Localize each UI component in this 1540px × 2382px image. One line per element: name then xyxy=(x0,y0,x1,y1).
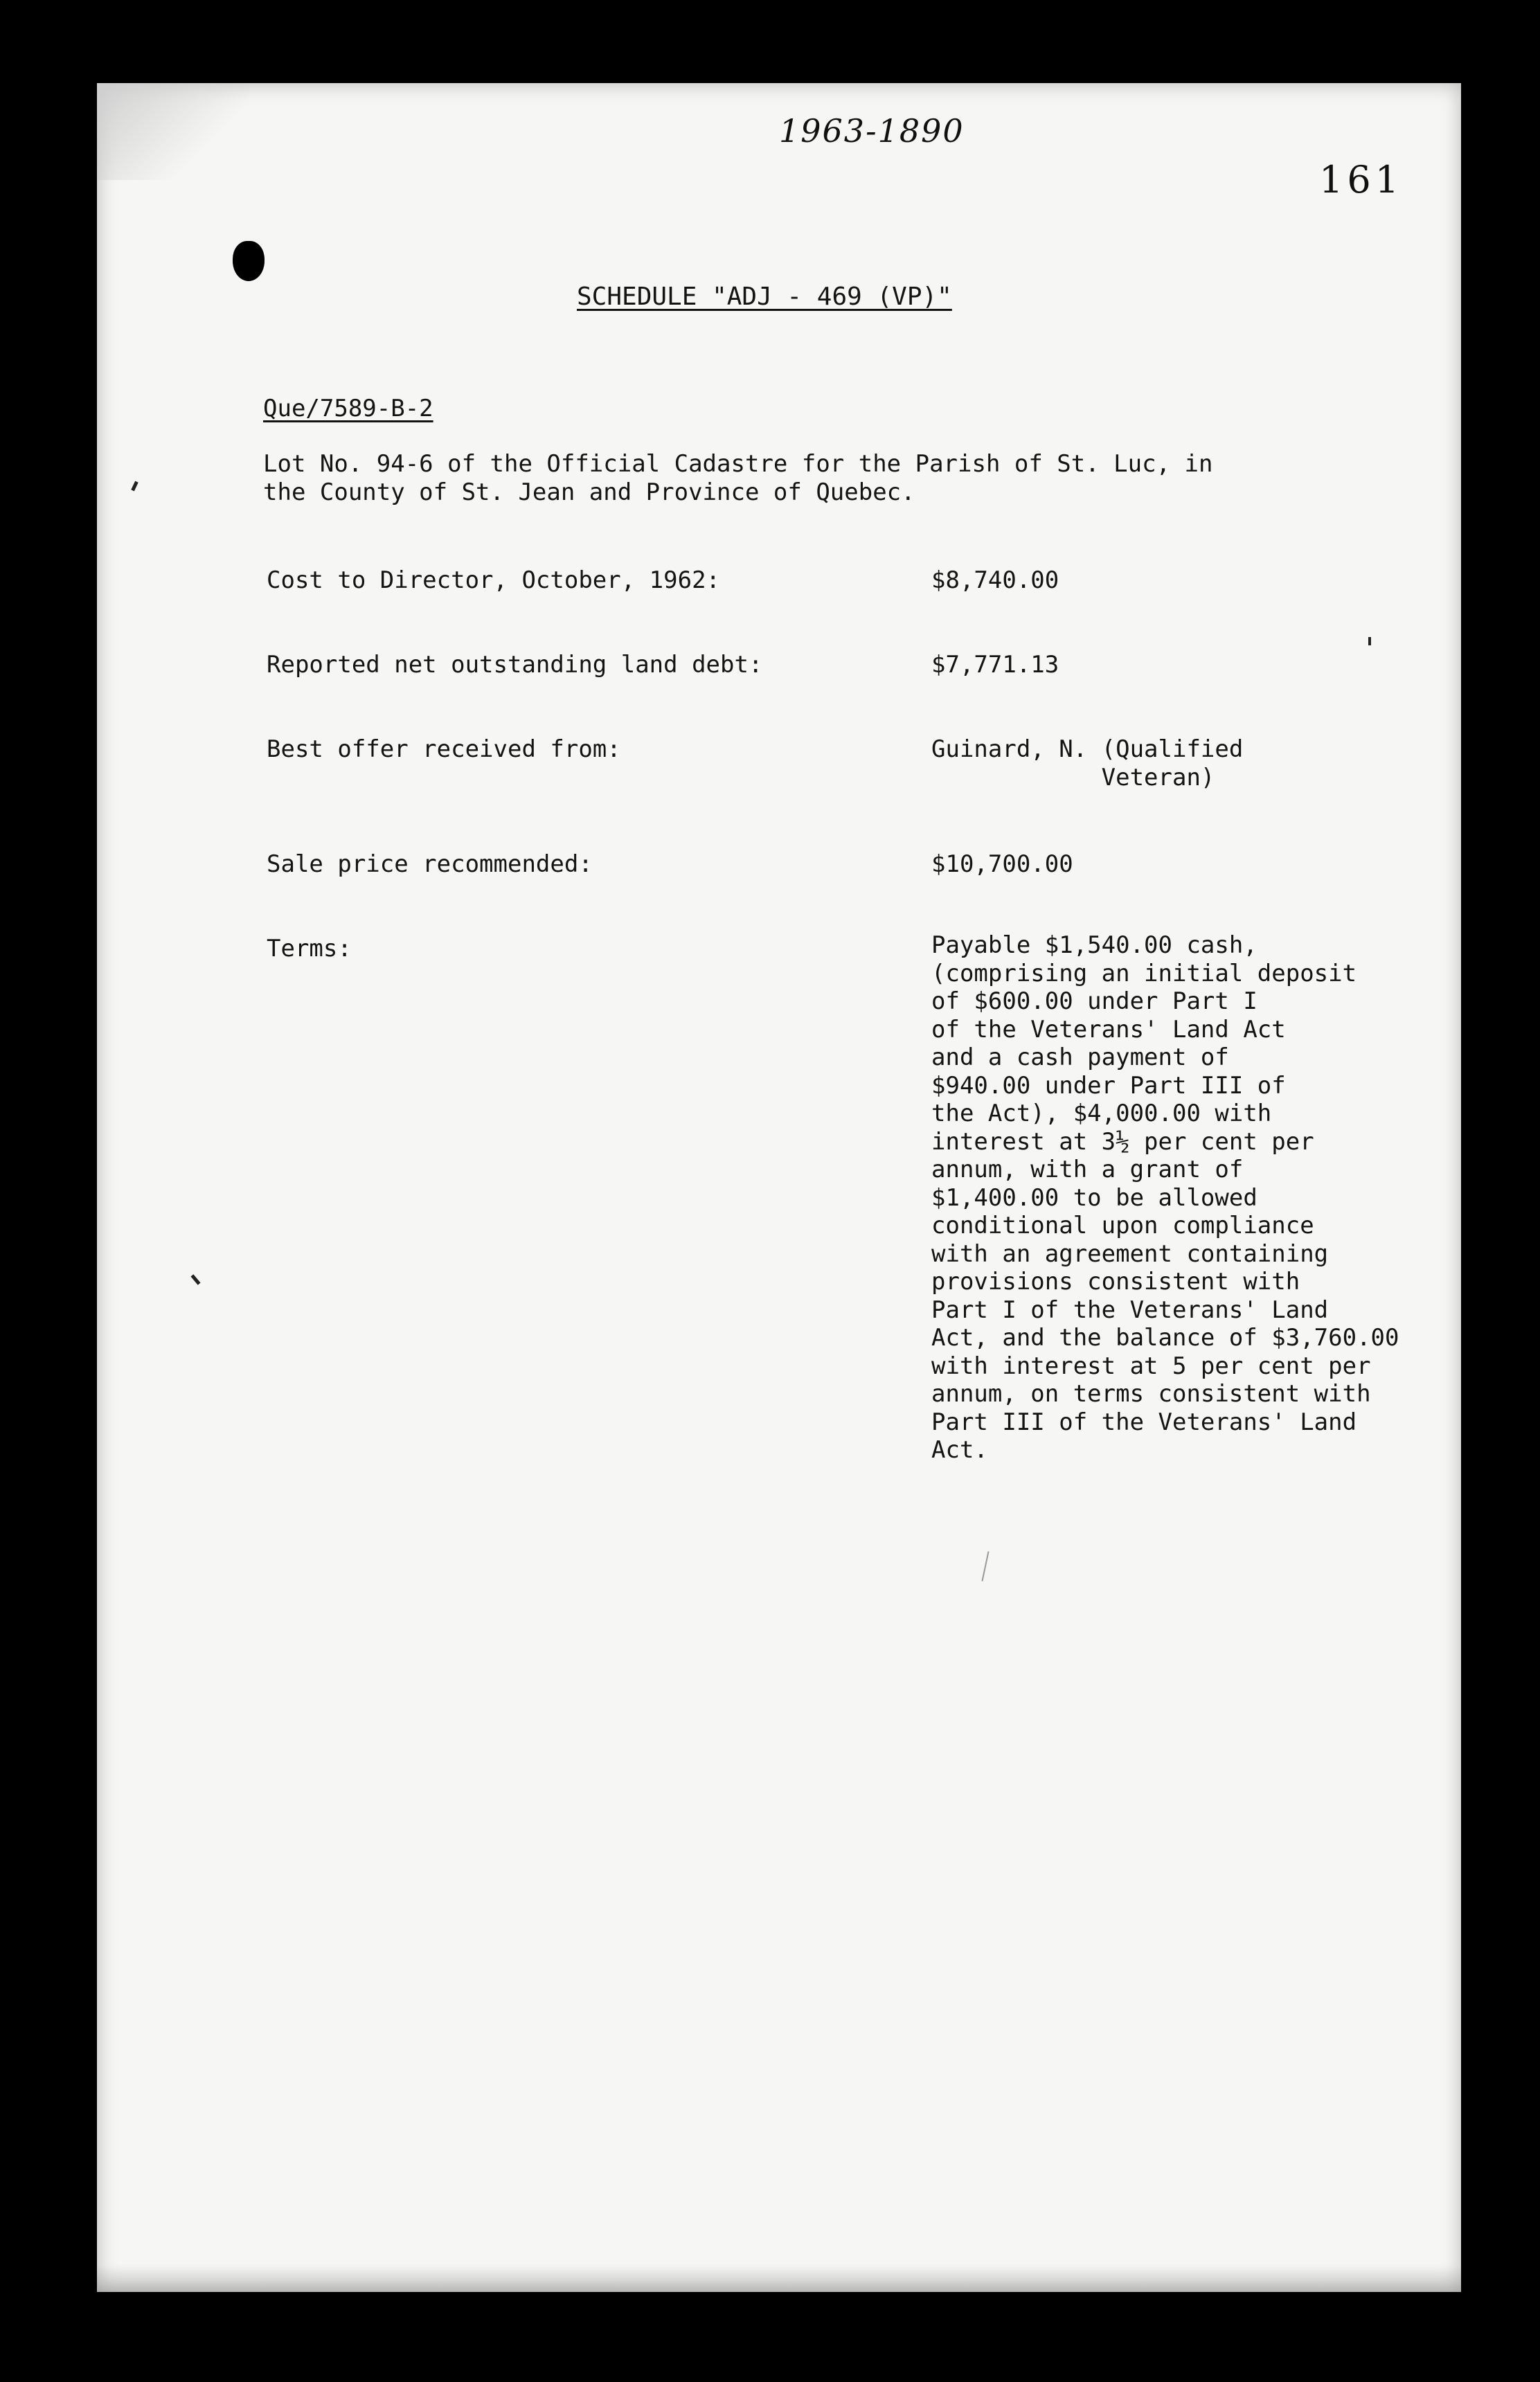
terms-line: with an agreement containing xyxy=(931,1239,1329,1268)
terms-value xyxy=(931,931,1399,1465)
terms-line: Act. xyxy=(931,1436,988,1464)
sale-price-value: $10,700.00 xyxy=(931,850,1073,878)
terms-line: the Act), $4,000.00 with xyxy=(931,1100,1272,1127)
terms-line: of the Veterans' Land Act xyxy=(931,1015,1286,1044)
terms-line: Payable $1,540.00 cash, xyxy=(931,931,1257,959)
lot-description-line: the County of St. Jean and Province of Quebec. xyxy=(263,478,915,506)
terms-line: conditional upon compliance xyxy=(931,1212,1314,1239)
terms-line: (comprising an initial deposit xyxy=(931,959,1357,987)
terms-line: annum, on terms consistent with xyxy=(931,1380,1371,1408)
best-offer-line: Veteran) xyxy=(931,764,1215,791)
terms-line: annum, with a grant of xyxy=(931,1156,1244,1183)
terms-label: Terms: xyxy=(267,935,352,962)
terms-line: of $600.00 under Part I xyxy=(931,987,1257,1015)
best-offer-value xyxy=(931,735,1243,792)
sale-price-label: Sale price recommended: xyxy=(267,850,593,878)
terms-line: $1,400.00 to be allowed xyxy=(931,1183,1257,1212)
scan-mark xyxy=(190,1274,200,1284)
best-offer-label: Best offer received from: xyxy=(267,735,621,763)
terms-line: with interest at 5 per cent per xyxy=(931,1352,1371,1380)
scan-mark xyxy=(1368,637,1371,645)
handwritten-note: 1963-1890 xyxy=(779,112,965,150)
cost-value: $8,740.00 xyxy=(931,566,1059,594)
terms-line: $940.00 under Part III of xyxy=(931,1071,1286,1100)
terms-line: Part III of the Veterans' Land xyxy=(931,1408,1357,1436)
file-reference: Que/7589-B-2 xyxy=(263,395,433,422)
page-number: 161 xyxy=(1319,158,1404,202)
terms-line: and a cash payment of xyxy=(931,1044,1229,1071)
cost-label: Cost to Director, October, 1962: xyxy=(267,566,721,594)
scan-mark xyxy=(131,481,138,492)
land-debt-value: $7,771.13 xyxy=(931,651,1059,679)
terms-line: Part I of the Veterans' Land xyxy=(931,1296,1329,1324)
terms-line: interest at 3½ per cent per xyxy=(931,1127,1314,1156)
best-offer-line: Guinard, N. (Qualified xyxy=(931,735,1244,763)
terms-line: provisions consistent with xyxy=(931,1268,1300,1296)
scan-mark xyxy=(981,1551,989,1581)
punch-hole xyxy=(233,241,265,281)
terms-line: Act, and the balance of $3,760.00 xyxy=(931,1324,1399,1352)
lot-description-line: Lot No. 94-6 of the Official Cadastre for the Parish of St. Luc, in xyxy=(263,450,1213,478)
lot-description xyxy=(263,450,1212,507)
schedule-title: SCHEDULE "ADJ - 469 (VP)" xyxy=(577,283,952,311)
land-debt-label: Reported net outstanding land debt: xyxy=(267,651,763,679)
